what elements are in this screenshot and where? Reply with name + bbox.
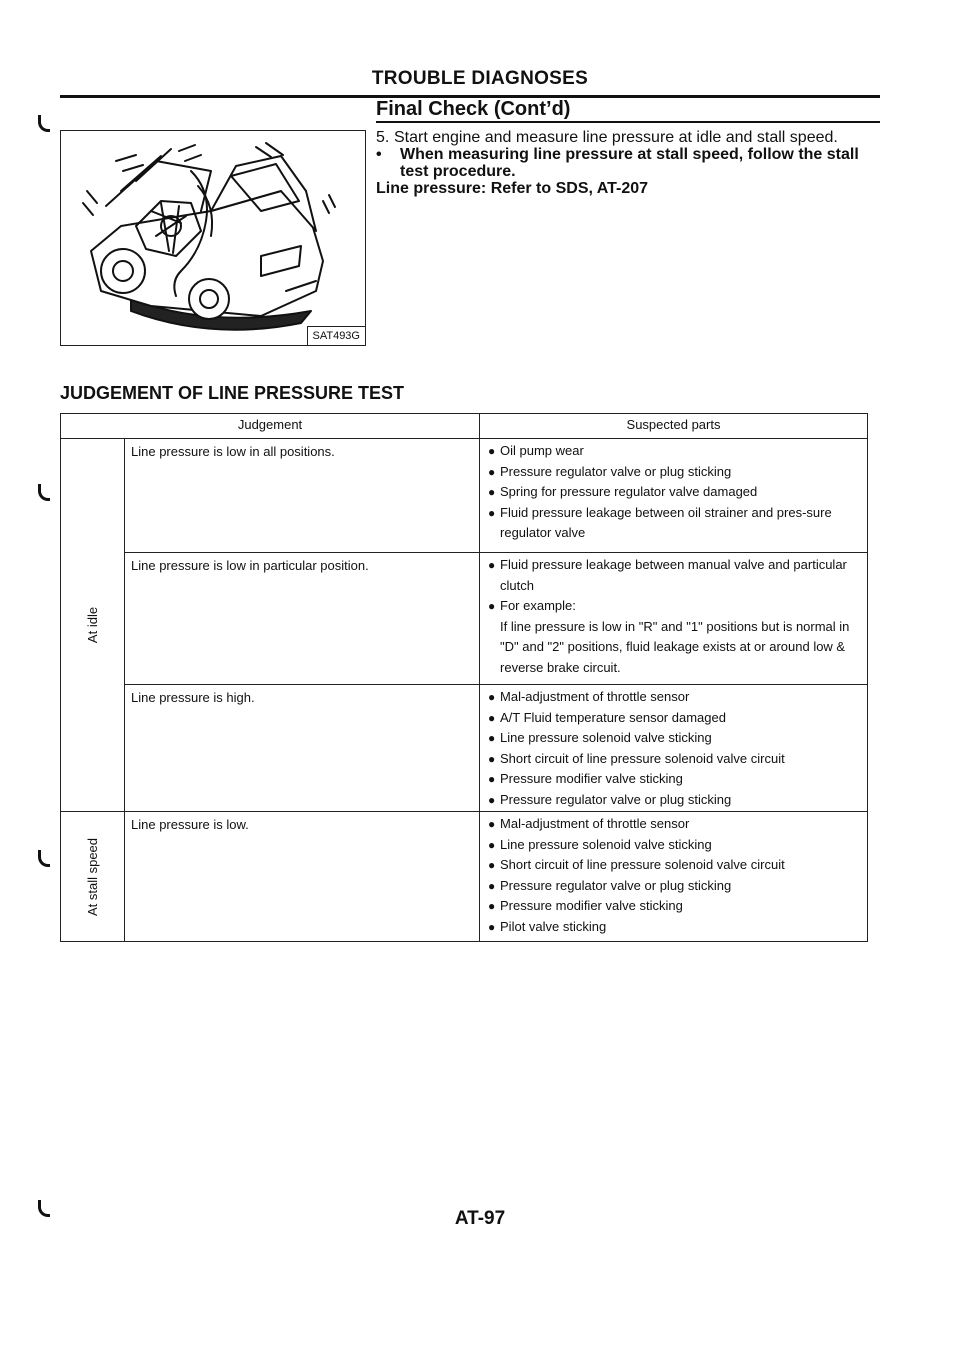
bullet-icon: ● [488,599,496,613]
table-header-row [61,414,868,439]
list-item: ● A/T Fluid temperature sensor damaged [488,708,861,729]
table-row [61,553,868,685]
table-row [61,812,868,942]
bullet-icon: ● [488,444,496,458]
condition-cell-idle [61,439,125,812]
note [376,146,881,180]
suspected-parts-cell [480,685,868,812]
list-item: ● Short circuit of line pressure solenoid valve circuit [488,855,861,876]
bullet-icon: ● [488,505,496,520]
list-item: ● Oil pump wear [488,441,861,462]
list-item: ● Line pressure solenoid valve sticking [488,728,861,749]
judgement-cell: Line pressure is high. [125,685,480,812]
list-item: ● Pressure regulator valve or plug sticking [488,876,861,897]
bullet-icon: ● [488,792,496,807]
note-text: When measuring line pressure at stall speed, follow the stall test procedure. [400,146,859,180]
step-number: 5. [376,129,390,146]
list-item: ● Mal-adjustment of throttle sensor [488,687,861,708]
section-title: Final Check (Cont’d) [376,98,571,120]
car-engine-illustration-icon [61,131,365,345]
list-item: ● Short circuit of line pressure solenoid valve circuit [488,749,861,770]
list-item: ● Line pressure solenoid valve sticking [488,835,861,856]
list-item: ● Fluid pressure leakage between manual valve and particular clutch [488,555,861,596]
condition-label: At idle [84,606,100,644]
condition-cell-stall-speed [61,812,125,942]
bullet-icon: ● [488,690,496,704]
judgement-cell: Line pressure is low. [125,812,480,942]
bullet-icon: ● [488,485,496,499]
bullet-icon: ● [488,772,496,786]
condition-label: At stall speed [84,837,100,916]
judgement-cell: Line pressure is low in particular position. [125,553,480,685]
bullet-icon: ● [488,858,496,872]
suspected-parts-cell [480,812,868,942]
step-5 [376,129,881,146]
list-item: ● Pressure regulator valve or plug sticking [488,462,861,483]
column-header-judgement: Judgement [61,414,480,439]
reference [376,180,881,197]
list-item: ● Pressure modifier valve sticking [488,769,861,790]
judgement-cell: Line pressure is low in all positions. [125,439,480,553]
figure-car-illustration [60,130,366,346]
suspected-parts-cell [480,553,868,685]
suspected-parts-cell [480,439,868,553]
table-title: JUDGEMENT OF LINE PRESSURE TEST [60,383,405,403]
procedure-steps [376,129,881,197]
judgement-table [60,413,868,942]
figure-caption: SAT493G [307,326,366,345]
table-row [61,685,868,812]
bullet-icon: ● [488,878,496,893]
bullet-icon: ● [488,464,496,479]
list-item: ● For example: [488,596,861,617]
page-number: AT-97 [454,1208,506,1229]
bullet-icon: ● [488,710,496,725]
bullet-icon: ● [488,751,496,766]
bullet-icon: ● [488,558,496,572]
reference-text: Line pressure: Refer to SDS, AT-207 [376,180,649,197]
list-item: ● Fluid pressure leakage between oil strainer and pres-sure regulator valve [488,503,861,544]
bullet-icon: ● [488,919,496,934]
binding-mark-icon [38,850,50,867]
binding-mark-icon [38,115,50,132]
column-header-suspected-parts: Suspected parts [480,414,868,439]
bullet-icon: ● [488,817,496,831]
bullet-icon: • [376,146,382,163]
list-item: ● Pressure modifier valve sticking [488,896,861,917]
page-title: TROUBLE DIAGNOSES [371,68,589,89]
section-divider [376,121,880,123]
list-item: ● Spring for pressure regulator valve damaged [488,482,861,503]
bullet-icon: ● [488,731,496,745]
bullet-icon: ● [488,899,496,913]
step-text: Start engine and measure line pressure at idle and stall speed. [394,129,838,146]
binding-mark-icon [38,484,50,501]
list-item: ● Pressure regulator valve or plug sticking [488,790,861,811]
list-item: ● Pilot valve sticking [488,917,861,938]
list-item: If line pressure is low in "R" and "1" positions but is normal in "D" and "2" positions, fluid leakage exists at or around low & reverse brake circuit. [500,618,850,675]
bullet-icon: ● [488,837,496,852]
table-row [61,439,868,553]
list-item: ● Mal-adjustment of throttle sensor [488,814,861,835]
